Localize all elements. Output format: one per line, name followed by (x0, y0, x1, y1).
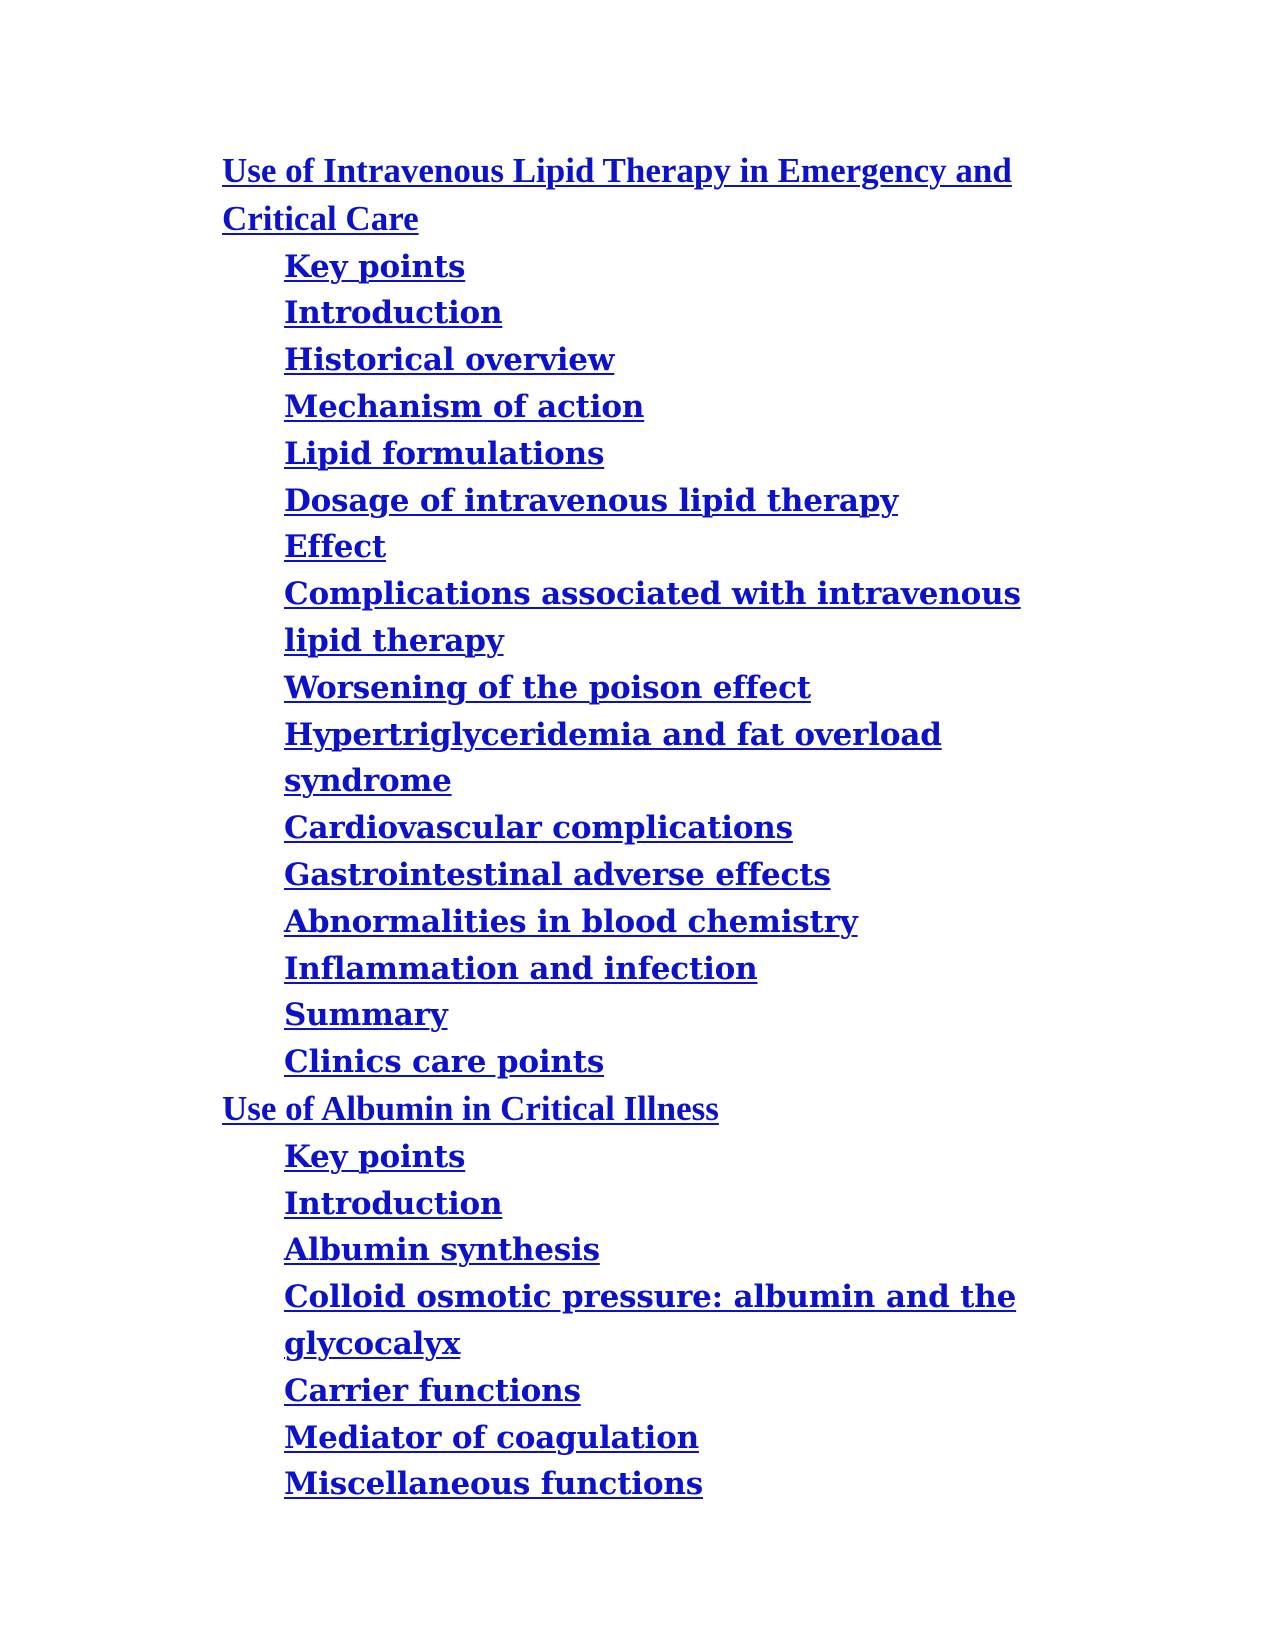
toc-item-link-carrier-functions[interactable]: Carrier functions (284, 1372, 581, 1409)
toc-item (284, 478, 1104, 525)
toc-section-link[interactable]: Use of Intravenous Lipid Therapy in Emergency and Critical Care (222, 151, 1012, 238)
toc-item (284, 431, 1104, 478)
toc-item (284, 1415, 1104, 1462)
toc-item (284, 1181, 1104, 1228)
toc-item (284, 1368, 1104, 1415)
toc-item (284, 290, 1104, 337)
toc-item-link-coagulation[interactable]: Mediator of coagulation (284, 1419, 699, 1456)
toc-section-albumin (222, 1086, 1102, 1508)
toc-item (284, 712, 1104, 806)
toc-item-link-introduction[interactable]: Introduction (284, 1185, 503, 1222)
toc-item-link-gastrointestinal[interactable]: Gastrointestinal adverse effects (284, 856, 831, 893)
toc-item (284, 571, 1104, 665)
toc-item-link-historical-overview[interactable]: Historical overview (284, 342, 615, 379)
toc-item-link-lipid-formulations[interactable]: Lipid formulations (284, 435, 605, 472)
toc-item-link-colloid-osmotic-pressure[interactable]: Colloid osmotic pressure: albumin and the glycocalyx (284, 1279, 1017, 1362)
toc-item-link-key-points[interactable]: Key points (284, 248, 466, 285)
toc-item-link-worsening-poison-effect[interactable]: Worsening of the poison effect (284, 669, 811, 706)
toc-subsection-list (222, 244, 1102, 1086)
toc-item-link-inflammation[interactable]: Inflammation and infection (284, 950, 758, 987)
toc-item-link-cardiovascular[interactable]: Cardiovascular complications (284, 810, 793, 847)
toc-item-link-blood-chemistry[interactable]: Abnormalities in blood chemistry (284, 903, 858, 940)
toc-item (284, 1134, 1104, 1181)
toc-item-link-introduction[interactable]: Introduction (284, 295, 503, 332)
toc-section-lipid-therapy (222, 148, 1102, 1086)
toc-item (284, 1461, 1104, 1508)
toc-item-link-effect[interactable]: Effect (284, 529, 387, 566)
toc-item-link-complications[interactable]: Complications associated with intravenous lipid therapy (284, 576, 1021, 659)
toc-item (284, 244, 1104, 291)
toc-section-link[interactable]: Use of Albumin in Critical Illness (222, 1088, 719, 1128)
toc-item-link-clinics-care-points[interactable]: Clinics care points (284, 1044, 605, 1081)
toc-item (284, 852, 1104, 899)
toc-item-link-hypertriglyceridemia[interactable]: Hypertriglyceridemia and fat overload syndrome (284, 716, 942, 800)
toc-item-link-mechanism-of-action[interactable]: Mechanism of action (284, 388, 645, 425)
table-of-contents (222, 148, 1102, 1508)
toc-item (284, 992, 1104, 1039)
toc-item-link-summary[interactable]: Summary (284, 997, 448, 1034)
toc-item (284, 899, 1104, 946)
toc-item (284, 805, 1104, 852)
toc-subsection-list (222, 1134, 1102, 1508)
toc-item-link-dosage[interactable]: Dosage of intravenous lipid therapy (284, 482, 899, 519)
toc-item-link-albumin-synthesis[interactable]: Albumin synthesis (284, 1232, 600, 1269)
toc-item-link-key-points[interactable]: Key points (284, 1138, 466, 1175)
toc-item (284, 1039, 1104, 1086)
toc-item (284, 524, 1104, 571)
toc-item (284, 1227, 1104, 1274)
toc-item (284, 946, 1104, 993)
toc-item (284, 384, 1104, 431)
toc-item (284, 665, 1104, 712)
toc-item (284, 1274, 1104, 1368)
toc-item (284, 337, 1104, 384)
toc-item-link-miscellaneous[interactable]: Miscellaneous functions (284, 1466, 703, 1503)
